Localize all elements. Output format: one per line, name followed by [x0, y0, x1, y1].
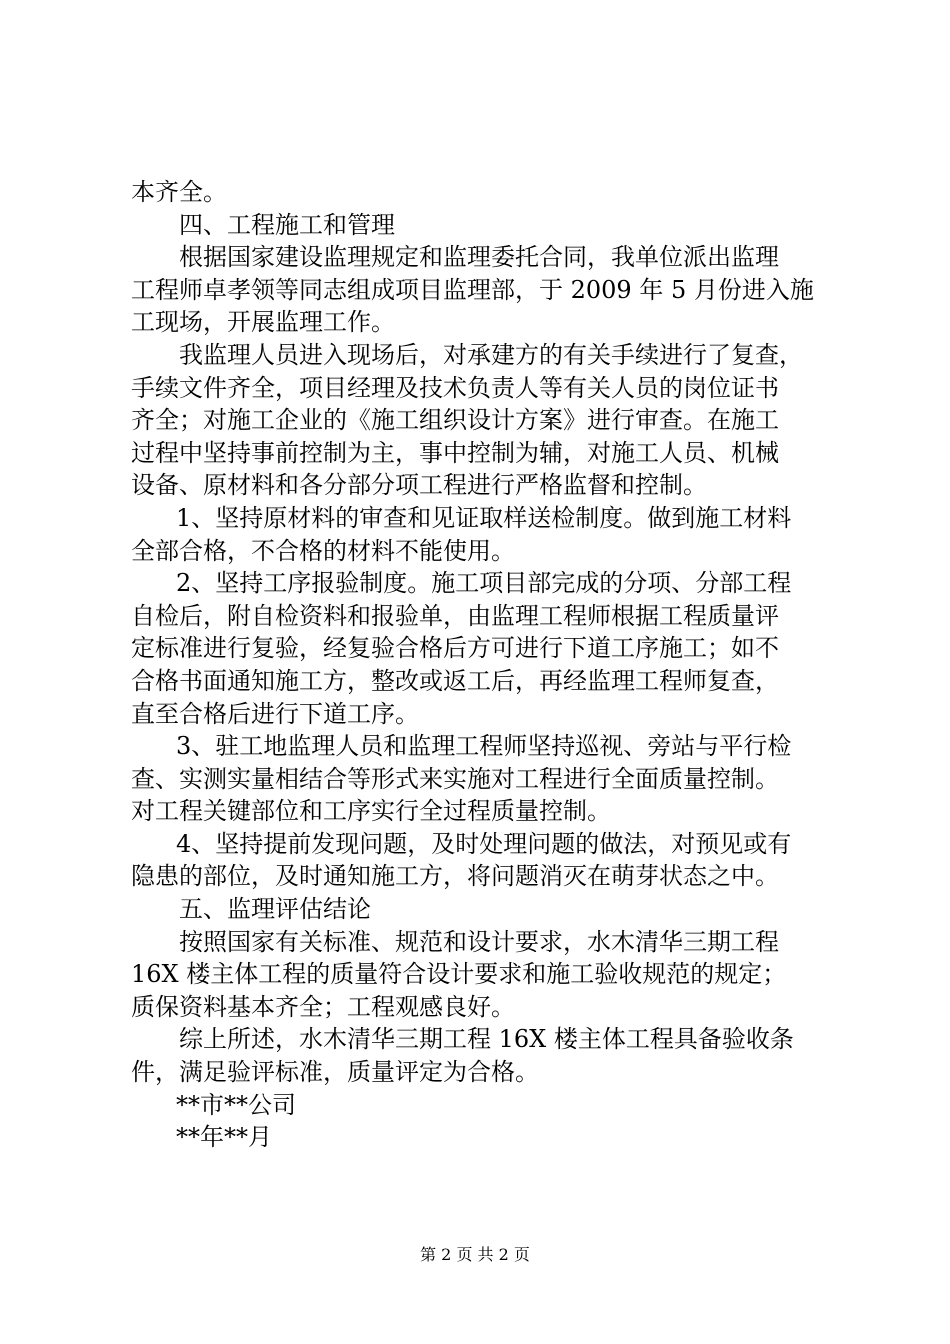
section-heading: 四、工程施工和管理: [179, 210, 395, 239]
text-line: 手续文件齐全，项目经理及技术负责人等有关人员的岗位证书: [131, 373, 779, 402]
text-line: 齐全；对施工企业的《施工组织设计方案》进行审查。在施工: [131, 406, 779, 435]
text-line: 综上所述，水木清华三期工程 16X 楼主体工程具备验收条: [179, 1025, 794, 1054]
text-line: 3、驻工地监理人员和监理工程师坚持巡视、旁站与平行检: [176, 732, 792, 761]
text-line: 工现场，开展监理工作。: [131, 308, 395, 337]
text-line: 对工程关键部位和工序实行全过程质量控制。: [131, 797, 611, 826]
text-line: 按照国家有关标准、规范和设计要求，水木清华三期工程: [179, 927, 779, 956]
signature-company: **市**公司: [176, 1090, 296, 1119]
text-line: 定标准进行复验，经复验合格后方可进行下道工序施工；如不: [131, 634, 779, 663]
text-line: 16X 楼主体工程的质量符合设计要求和施工验收规范的规定；: [131, 960, 787, 989]
signature-date: **年**月: [176, 1123, 272, 1152]
text-line: 4、坚持提前发现问题，及时处理问题的做法，对预见或有: [176, 829, 792, 858]
text-line: 全部合格，不合格的材料不能使用。: [131, 536, 515, 565]
document-body: [131, 176, 851, 1154]
text-line: 过程中坚持事前控制为主，事中控制为辅，对施工人员、机械: [131, 438, 779, 467]
text-line: 工程师卓孝领等同志组成项目监理部，于 2009 年 5 月份进入施: [131, 275, 814, 304]
text-line: 质保资料基本齐全；工程观感良好。: [131, 992, 515, 1021]
text-line: 2、坚持工序报验制度。施工项目部完成的分项、分部工程: [176, 569, 792, 598]
text-line: 1、坚持原材料的审查和见证取样送检制度。做到施工材料: [176, 503, 792, 532]
text-line: 隐患的部位，及时通知施工方，将问题消灭在萌芽状态之中。: [131, 862, 779, 891]
text-line: 设备、原材料和各分部分项工程进行严格监督和控制。: [131, 471, 707, 500]
text-line: 我监理人员进入现场后，对承建方的有关手续进行了复查，: [179, 340, 803, 369]
text-line: 查、实测实量相结合等形式来实施对工程进行全面质量控制。: [131, 764, 779, 793]
text-line: 自检后，附自检资料和报验单，由监理工程师根据工程质量评: [131, 601, 779, 630]
text-line: 件，满足验评标准，质量评定为合格。: [131, 1058, 539, 1087]
page-number-footer: 第 2 页 共 2 页: [420, 1245, 530, 1264]
text-line: 本齐全。: [131, 178, 227, 206]
text-line: 直至合格后进行下道工序。: [131, 699, 419, 728]
text-line: 根据国家建设监理规定和监理委托合同，我单位派出监理: [179, 243, 779, 272]
section-heading: 五、监理评估结论: [179, 895, 371, 924]
text-line: 合格书面通知施工方，整改或返工后，再经监理工程师复查，: [131, 666, 779, 695]
